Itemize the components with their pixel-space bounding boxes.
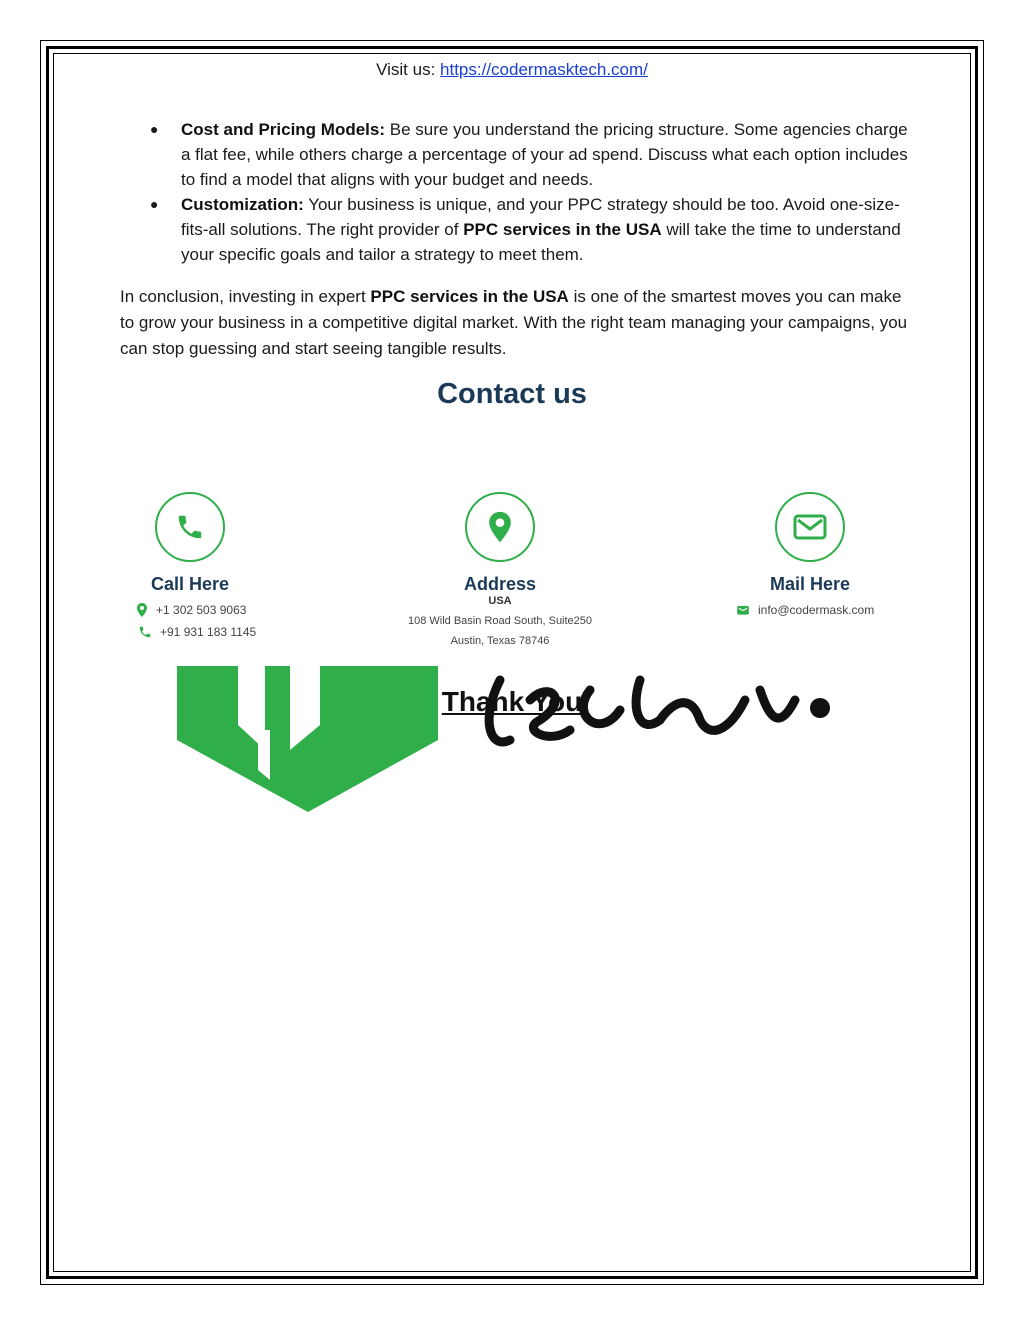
address-country: USA [488, 595, 512, 607]
mail-column [680, 492, 940, 617]
bullet-icon: ● [150, 196, 159, 212]
phone-number[interactable]: +91 931 183 1145 [160, 625, 257, 639]
bullet-title: Cost and Pricing Models: [181, 120, 386, 139]
bullet-text: Be sure you understand the pricing structure. Some agencies charge a flat fee, while others charge a percentage of your ad spend. Discuss what each option includes to find a model that aligns with your budget and needs. [181, 120, 908, 189]
thank-you-text: Thank You [441, 686, 583, 717]
email-address[interactable]: info@codermask.com [758, 603, 875, 617]
phone-number[interactable]: +1 302 503 9063 [156, 603, 247, 617]
bullet-title: Customization: [181, 195, 304, 214]
visit-us-label: Visit us: [376, 60, 441, 79]
bullet-bold-keyword: PPC services in the USA [463, 220, 662, 239]
website-link[interactable]: https://codermasktech.com/ [440, 60, 648, 79]
phone-row [136, 603, 320, 617]
list-item [150, 192, 910, 267]
location-pin-icon [487, 511, 513, 543]
address-column [370, 492, 630, 647]
company-logo-watermark [170, 660, 850, 820]
location-circle [465, 492, 535, 562]
conclusion-text: is one of the smartest moves you can make to grow your business in a competitive digital market. With the right team managing your campaigns, you can stop guessing and start seeing tangible results. [120, 287, 908, 358]
conclusion-text: In conclusion, investing in expert [120, 287, 371, 306]
thank-you-heading [0, 686, 1024, 718]
contact-heading: Contact us [437, 378, 587, 410]
conclusion-paragraph [120, 284, 910, 362]
email-row [736, 603, 940, 617]
phone-small-icon [138, 625, 152, 639]
address-line-2: Austin, Texas 78746 [450, 635, 550, 647]
bullet-text: Your business is unique, and your PPC strategy should be too. Avoid one-size-fits-all solutions. The right provider of [181, 195, 900, 239]
location-pin-icon [136, 603, 148, 617]
call-column [60, 492, 320, 639]
bullet-list [150, 117, 910, 267]
address-line-1: 108 Wild Basin Road South, Suite250 [407, 615, 593, 627]
address-title: Address [463, 574, 537, 594]
email-small-icon [736, 603, 750, 617]
phone-circle [155, 492, 225, 562]
phone-row [138, 625, 320, 639]
mail-title: Mail Here [769, 574, 851, 594]
phone-icon [175, 512, 205, 542]
visit-us-header [0, 60, 1024, 80]
envelope-icon [793, 514, 827, 540]
bullet-text: will take the time to understand your specific goals and tailor a strategy to meet them. [181, 220, 901, 264]
call-title: Call Here [150, 574, 230, 594]
list-item [150, 117, 910, 192]
conclusion-bold-keyword: PPC services in the USA [370, 287, 569, 306]
bullet-icon: ● [150, 121, 159, 137]
mail-circle [775, 492, 845, 562]
